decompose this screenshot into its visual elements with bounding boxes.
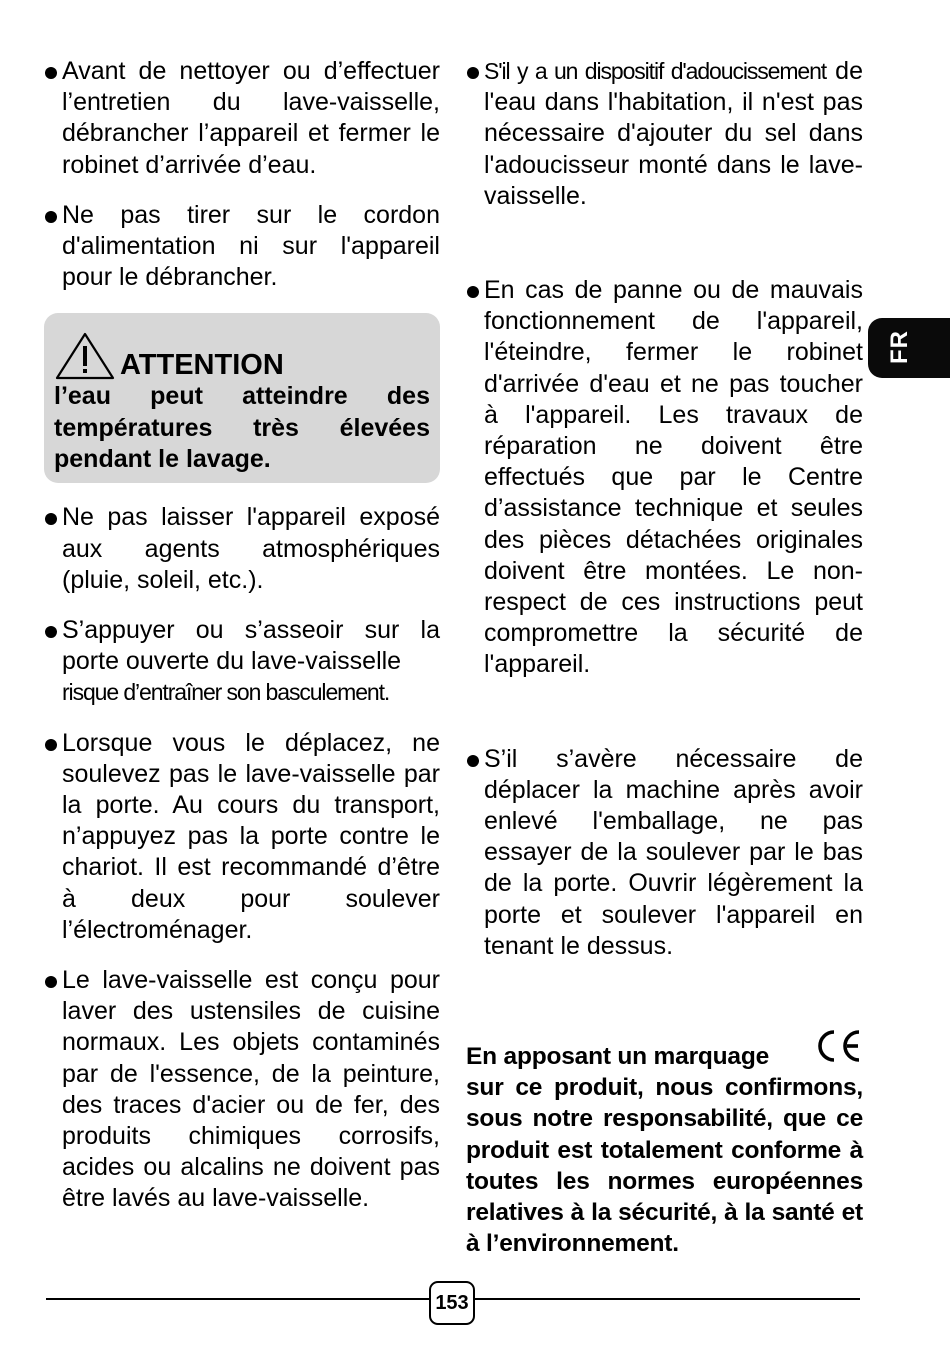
left-column: [44, 56, 440, 1215]
attention-header: [54, 327, 430, 381]
ce-mark-icon: [813, 1027, 863, 1065]
right-column: [466, 56, 863, 1260]
attention-box: [44, 313, 440, 483]
bullet-lifting-machine: S’il s’avère nécessaire de déplacer la machine après avoir enlevé l'emballage, ne pas essayer de la soulever par le bas de la porte. Ouvrir légèrement la porte et soulever l'appareil en tenant le dessus.: [466, 744, 863, 962]
bullet-water-softener-start: S'il y a un dispositif d'adoucissement: [484, 58, 827, 84]
bullet-moving-appliance: Lorsque vous le déplacez, ne soulevez pas le lave-vaisselle par la porte. Au cours du transport, n’appuyez pas la porte contre le chariot. Il est recommandé d’être à deux pour soulever l’électroménager.: [44, 728, 440, 946]
language-tab-label: FR: [886, 330, 913, 364]
footer-rule-left: [46, 1298, 429, 1300]
ce-declaration-rest: sur ce produit, nous confirmons, sous notre responsabilité, que ce produit est totalement conforme à toutes les normes européennes relatives à la sécurité, à la santé et à l’environnement.: [466, 1074, 863, 1258]
bullet-intended-use: Le lave-vaisselle est conçu pour laver des ustensiles de cuisine normaux. Les objets contaminés par de l'essence, de la peinture, des traces d'acier ou de fer, des produits chimiques corrosifs, acides ou alcalins ne doivent pas être lavés au lave-vaisselle.: [44, 965, 440, 1215]
bullet-disconnect-before-cleaning: Avant de nettoyer ou d’effectuer l’entretien du lave-vaisselle, débrancher l’appareil et fermer le robinet d’arrivée d’eau.: [44, 56, 440, 181]
bullet-do-not-pull-cord: Ne pas tirer sur le cordon d'alimentation ni sur l'appareil pour le débrancher.: [44, 200, 440, 294]
attention-title: ATTENTION: [120, 349, 284, 382]
bullet-weather-exposure: Ne pas laisser l'appareil exposé aux agents atmosphériques (pluie, soleil, etc.).: [44, 502, 440, 596]
bullet-do-not-lean-text: S’appuyer ou s’asseoir sur la porte ouverte du lave-vaisselle: [62, 616, 440, 676]
ce-declaration-start: En apposant un marquage: [466, 1043, 770, 1071]
bullet-water-softener-rest: de l'eau dans l'habitation, il n'est pas nécessaire d'ajouter du sel dans l'adoucisseur monté dans le lave-vaisselle.: [484, 57, 863, 210]
page-number: 153: [429, 1281, 475, 1325]
warning-triangle-icon: [54, 331, 116, 381]
bullet-do-not-lean-on-door: [44, 615, 440, 709]
ce-declaration: [466, 1041, 863, 1259]
bullet-do-not-lean-text-end: risque d’entraîner son basculement.: [62, 679, 390, 706]
bullet-breakdown: En cas de panne ou de mauvais fonctionnement de l'appareil, l'éteindre, fermer le robinet d'arrivée d'eau et ne pas toucher à l'appareil. Les travaux de réparation ne doivent être effectués que par le Centre d’assistance technique et seules des pièces détachées originales doivent être montées. Le non-respect de ces instructions peut compromettre la sécurité de l'appareil.: [466, 275, 863, 681]
language-tab: [868, 318, 950, 378]
footer-rule-right: [475, 1298, 860, 1300]
attention-text: l’eau peut atteindre des températures très élevées pendant le lavage.: [54, 382, 430, 473]
bullet-water-softener: [466, 56, 863, 212]
